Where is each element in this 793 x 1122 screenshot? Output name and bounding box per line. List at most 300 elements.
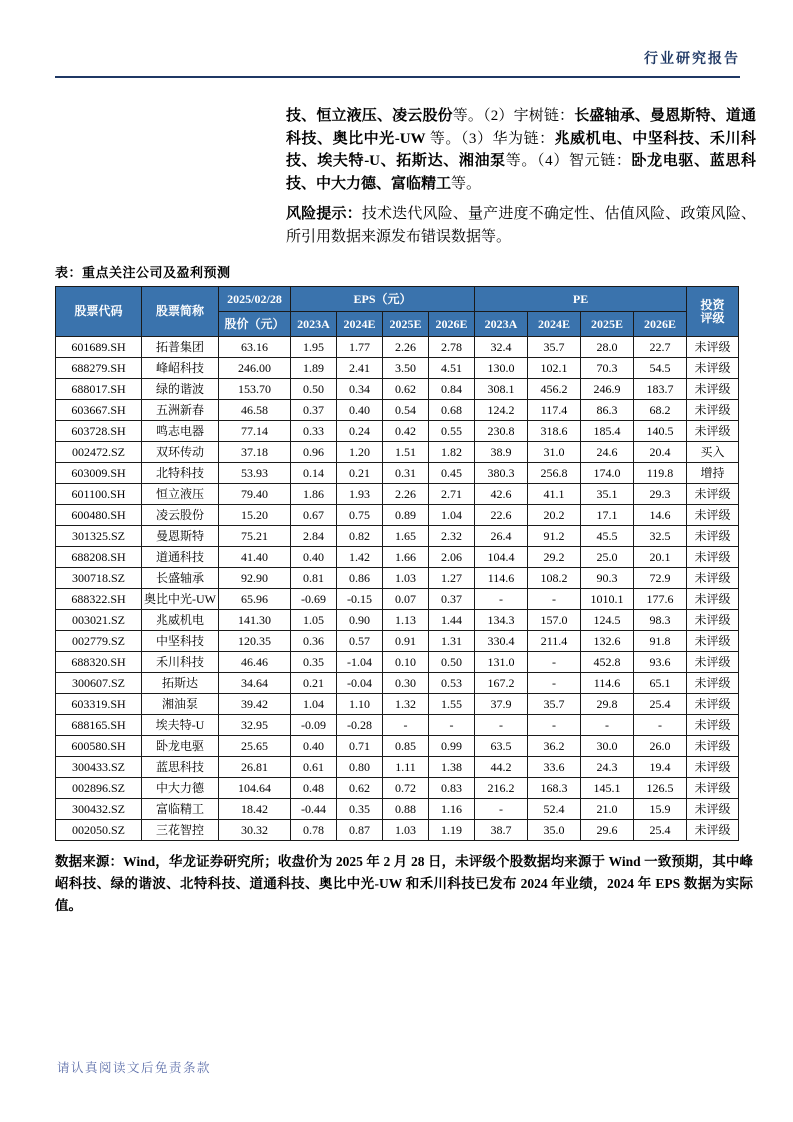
eps-2025e: 0.62: [383, 379, 429, 400]
rating: 未评级: [687, 568, 739, 589]
eps-2026e: 2.32: [429, 526, 475, 547]
pe-2023a: -: [475, 799, 528, 820]
stock-code: 600580.SH: [56, 736, 142, 757]
col-header-stock-name: 股票简称: [142, 287, 219, 337]
eps-2024e: 1.42: [337, 547, 383, 568]
stock-code: 688017.SH: [56, 379, 142, 400]
eps-2026e: 0.84: [429, 379, 475, 400]
eps-2025e: 1.32: [383, 694, 429, 715]
pe-2026e: 22.7: [634, 337, 687, 358]
stock-name: 禾川科技: [142, 652, 219, 673]
eps-2023a: 0.78: [291, 820, 337, 841]
stock-name: 兆威机电: [142, 610, 219, 631]
source-note: 数据来源：Wind，华龙证券研究所；收盘价为 2025 年 2 月 28 日，未评级个股数据均来源于 Wind 一致预期，其中峰岹科技、绿的谐波、北特科技、道通科技、奥比中光-UW 和禾川科技已发布 2024 年业绩，2024 年 EPS 数据为实际值。: [55, 854, 753, 913]
stock-name: 拓普集团: [142, 337, 219, 358]
table-row: [56, 715, 739, 736]
eps-2023a: 1.95: [291, 337, 337, 358]
pe-2023a: 44.2: [475, 757, 528, 778]
eps-2026e: 4.51: [429, 358, 475, 379]
table-row: [56, 337, 739, 358]
stock-code: 300433.SZ: [56, 757, 142, 778]
pe-2023a: 42.6: [475, 484, 528, 505]
report-type-label: 行业研究报告: [644, 52, 740, 67]
stock-code: 688320.SH: [56, 652, 142, 673]
price: 41.40: [219, 547, 291, 568]
pe-2024e: 91.2: [528, 526, 581, 547]
eps-2023a: 2.84: [291, 526, 337, 547]
eps-2024e: 0.40: [337, 400, 383, 421]
eps-2024e: 0.35: [337, 799, 383, 820]
stock-code: 601100.SH: [56, 484, 142, 505]
eps-2026e: 1.04: [429, 505, 475, 526]
eps-2025e: 1.03: [383, 568, 429, 589]
eps-2025e: 1.66: [383, 547, 429, 568]
eps-2023a: 0.50: [291, 379, 337, 400]
stock-name: 中大力德: [142, 778, 219, 799]
eps-2024e: 0.24: [337, 421, 383, 442]
pe-2024e: 168.3: [528, 778, 581, 799]
col-header-rating-line2: 评级: [700, 310, 725, 325]
pe-2023a: 38.9: [475, 442, 528, 463]
price: 26.81: [219, 757, 291, 778]
pe-2023a: 380.3: [475, 463, 528, 484]
pe-2025e: 21.0: [581, 799, 634, 820]
pe-2023a: 124.2: [475, 400, 528, 421]
pe-2024e: 36.2: [528, 736, 581, 757]
pe-2024e: 157.0: [528, 610, 581, 631]
stock-name: 曼恩斯特: [142, 526, 219, 547]
eps-2026e: 1.31: [429, 631, 475, 652]
pe-2025e: 132.6: [581, 631, 634, 652]
eps-2023a: -0.09: [291, 715, 337, 736]
text-segment: 等。（3）华为链：: [425, 130, 555, 147]
pe-2025e: 246.9: [581, 379, 634, 400]
text-segment: 等。（4）智元链：: [505, 153, 632, 169]
stock-code: 300432.SZ: [56, 799, 142, 820]
pe-2023a: 216.2: [475, 778, 528, 799]
eps-2024e: 0.90: [337, 610, 383, 631]
eps-2023a: 0.14: [291, 463, 337, 484]
pe-2026e: 119.8: [634, 463, 687, 484]
eps-2025e: 0.42: [383, 421, 429, 442]
stock-code: 002779.SZ: [56, 631, 142, 652]
eps-2023a: 0.96: [291, 442, 337, 463]
pe-2024e: 102.1: [528, 358, 581, 379]
pe-2024e: 35.7: [528, 694, 581, 715]
stock-name: 双环传动: [142, 442, 219, 463]
eps-2026e: 2.06: [429, 547, 475, 568]
eps-2025e: 0.88: [383, 799, 429, 820]
eps-2023a: 1.04: [291, 694, 337, 715]
pe-2026e: 140.5: [634, 421, 687, 442]
eps-2024e: -0.15: [337, 589, 383, 610]
price: 120.35: [219, 631, 291, 652]
table-row: [56, 505, 739, 526]
table-row: [56, 610, 739, 631]
pe-2024e: 31.0: [528, 442, 581, 463]
table-row: [56, 673, 739, 694]
risk-label: 风险提示：: [286, 206, 362, 222]
rating: 未评级: [687, 820, 739, 841]
pe-2025e: 35.1: [581, 484, 634, 505]
table-row: [56, 526, 739, 547]
price: 79.40: [219, 484, 291, 505]
eps-2026e: 0.45: [429, 463, 475, 484]
pe-2023a: 104.4: [475, 547, 528, 568]
rating: 未评级: [687, 610, 739, 631]
price: 104.64: [219, 778, 291, 799]
eps-2024e: 1.20: [337, 442, 383, 463]
pe-2026e: 177.6: [634, 589, 687, 610]
table-row: [56, 442, 739, 463]
pe-2024e: 35.0: [528, 820, 581, 841]
table-row: [56, 757, 739, 778]
text-segment: 卧龙电驱、蓝思科技、中大力德、富临精工: [286, 153, 756, 192]
stock-code: 600480.SH: [56, 505, 142, 526]
eps-2025e: 2.26: [383, 484, 429, 505]
pe-2024e: -: [528, 589, 581, 610]
pe-2023a: 308.1: [475, 379, 528, 400]
pe-2026e: 26.0: [634, 736, 687, 757]
eps-2026e: 1.27: [429, 568, 475, 589]
rating: 未评级: [687, 799, 739, 820]
table-row: [56, 379, 739, 400]
col-header-eps-2024e: 2024E: [337, 312, 383, 337]
pe-2024e: -: [528, 652, 581, 673]
col-header-pe-2025e: 2025E: [581, 312, 634, 337]
pe-2025e: 174.0: [581, 463, 634, 484]
eps-2024e: 0.87: [337, 820, 383, 841]
eps-2025e: 0.10: [383, 652, 429, 673]
text-segment: 技、恒立液压、凌云股份: [286, 108, 453, 124]
pe-2026e: -: [634, 715, 687, 736]
pe-2023a: 167.2: [475, 673, 528, 694]
pe-2024e: 211.4: [528, 631, 581, 652]
pe-2024e: -: [528, 715, 581, 736]
rating: 未评级: [687, 673, 739, 694]
eps-2024e: -1.04: [337, 652, 383, 673]
eps-2023a: 1.86: [291, 484, 337, 505]
risk-text: 技术迭代风险、量产进度不确定性、估值风险、政策风险、所引用数据来源发布错误数据等。: [286, 206, 756, 245]
pe-2023a: 32.4: [475, 337, 528, 358]
eps-2026e: 0.37: [429, 589, 475, 610]
pe-2025e: 124.5: [581, 610, 634, 631]
stock-code: 301325.SZ: [56, 526, 142, 547]
stock-code: 300718.SZ: [56, 568, 142, 589]
col-header-eps-group: EPS（元）: [291, 287, 475, 312]
stock-code: 603319.SH: [56, 694, 142, 715]
eps-2026e: 1.38: [429, 757, 475, 778]
eps-2026e: 1.19: [429, 820, 475, 841]
pe-2026e: 98.3: [634, 610, 687, 631]
pe-2023a: 37.9: [475, 694, 528, 715]
eps-2023a: 0.81: [291, 568, 337, 589]
stock-name: 北特科技: [142, 463, 219, 484]
table-row: [56, 568, 739, 589]
pe-2025e: -: [581, 715, 634, 736]
pe-2024e: 29.2: [528, 547, 581, 568]
stock-code: 603728.SH: [56, 421, 142, 442]
text-segment: 等。（2）宇树链：: [452, 108, 575, 124]
pe-2026e: 32.5: [634, 526, 687, 547]
table-row: [56, 631, 739, 652]
pe-2026e: 65.1: [634, 673, 687, 694]
pe-2026e: 68.2: [634, 400, 687, 421]
stock-name: 中坚科技: [142, 631, 219, 652]
eps-2026e: 1.16: [429, 799, 475, 820]
table-row: [56, 736, 739, 757]
pe-2023a: 38.7: [475, 820, 528, 841]
eps-2024e: 0.75: [337, 505, 383, 526]
pe-2023a: 130.0: [475, 358, 528, 379]
stock-name: 富临精工: [142, 799, 219, 820]
pe-2025e: 114.6: [581, 673, 634, 694]
pe-2025e: 28.0: [581, 337, 634, 358]
eps-2025e: 0.54: [383, 400, 429, 421]
rating: 未评级: [687, 589, 739, 610]
stock-code: 603667.SH: [56, 400, 142, 421]
stock-name: 拓斯达: [142, 673, 219, 694]
price: 39.42: [219, 694, 291, 715]
stock-code: 601689.SH: [56, 337, 142, 358]
price: 65.96: [219, 589, 291, 610]
eps-2023a: 0.61: [291, 757, 337, 778]
eps-2026e: 2.71: [429, 484, 475, 505]
price: 15.20: [219, 505, 291, 526]
eps-2023a: 0.36: [291, 631, 337, 652]
pe-2026e: 183.7: [634, 379, 687, 400]
eps-2023a: 0.21: [291, 673, 337, 694]
pe-2025e: 45.5: [581, 526, 634, 547]
pe-2025e: 90.3: [581, 568, 634, 589]
eps-2024e: 1.77: [337, 337, 383, 358]
pe-2025e: 185.4: [581, 421, 634, 442]
stock-name: 鸣志电器: [142, 421, 219, 442]
pe-2026e: 19.4: [634, 757, 687, 778]
rating: 未评级: [687, 715, 739, 736]
text-segment: 长盛轴承、曼恩斯特、道通科技、奥比中光-UW: [286, 108, 756, 147]
pe-2023a: 63.5: [475, 736, 528, 757]
eps-2025e: 3.50: [383, 358, 429, 379]
eps-2026e: 1.55: [429, 694, 475, 715]
table-row: [56, 589, 739, 610]
col-header-eps-2023a: 2023A: [291, 312, 337, 337]
pe-2024e: -: [528, 673, 581, 694]
stock-code: 003021.SZ: [56, 610, 142, 631]
table-row: [56, 694, 739, 715]
eps-2024e: 2.41: [337, 358, 383, 379]
stock-name: 三花智控: [142, 820, 219, 841]
eps-2023a: 0.40: [291, 547, 337, 568]
pe-2024e: 117.4: [528, 400, 581, 421]
price: 37.18: [219, 442, 291, 463]
eps-2025e: 1.51: [383, 442, 429, 463]
eps-2026e: 1.44: [429, 610, 475, 631]
eps-2025e: 0.07: [383, 589, 429, 610]
table-row: [56, 547, 739, 568]
stock-name: 卧龙电驱: [142, 736, 219, 757]
eps-2026e: -: [429, 715, 475, 736]
pe-2025e: 30.0: [581, 736, 634, 757]
pe-2023a: 230.8: [475, 421, 528, 442]
pe-2023a: 131.0: [475, 652, 528, 673]
table-row: [56, 652, 739, 673]
stock-name: 埃夫特-U: [142, 715, 219, 736]
stock-code: 300607.SZ: [56, 673, 142, 694]
col-header-pe-2024e: 2024E: [528, 312, 581, 337]
rating: 未评级: [687, 484, 739, 505]
pe-2026e: 25.4: [634, 694, 687, 715]
col-header-pe-2023a: 2023A: [475, 312, 528, 337]
price: 46.46: [219, 652, 291, 673]
eps-2025e: 2.26: [383, 337, 429, 358]
rating: 未评级: [687, 547, 739, 568]
pe-2026e: 91.8: [634, 631, 687, 652]
pe-2024e: 456.2: [528, 379, 581, 400]
eps-2025e: 0.30: [383, 673, 429, 694]
pe-2024e: 33.6: [528, 757, 581, 778]
price: 53.93: [219, 463, 291, 484]
pe-2025e: 1010.1: [581, 589, 634, 610]
col-header-eps-2025e: 2025E: [383, 312, 429, 337]
pe-2026e: 20.4: [634, 442, 687, 463]
price: 30.32: [219, 820, 291, 841]
text-segment: 兆威机电、中坚科技、禾川科技、埃夫特-U、拓斯达、湘油泵: [286, 130, 756, 169]
rating: 未评级: [687, 631, 739, 652]
table-row: [56, 463, 739, 484]
footer-disclaimer: 请认真阅读文后免责条款: [57, 1061, 212, 1075]
pe-2026e: 25.4: [634, 820, 687, 841]
eps-2024e: 0.86: [337, 568, 383, 589]
pe-2024e: 41.1: [528, 484, 581, 505]
rating: 未评级: [687, 778, 739, 799]
col-header-rating: [687, 287, 739, 337]
header-divider: [55, 76, 740, 78]
stock-name: 长盛轴承: [142, 568, 219, 589]
rating: 未评级: [687, 694, 739, 715]
eps-2025e: 1.13: [383, 610, 429, 631]
pe-2024e: 318.6: [528, 421, 581, 442]
pe-2025e: 70.3: [581, 358, 634, 379]
eps-2024e: 0.62: [337, 778, 383, 799]
table-row: [56, 778, 739, 799]
price: 77.14: [219, 421, 291, 442]
eps-2025e: 0.91: [383, 631, 429, 652]
pe-2024e: 256.8: [528, 463, 581, 484]
table-row: [56, 358, 739, 379]
pe-2025e: 29.8: [581, 694, 634, 715]
rating: 未评级: [687, 757, 739, 778]
eps-2024e: 1.93: [337, 484, 383, 505]
pe-2024e: 52.4: [528, 799, 581, 820]
eps-2024e: 0.71: [337, 736, 383, 757]
pe-2025e: 145.1: [581, 778, 634, 799]
eps-2025e: 1.11: [383, 757, 429, 778]
pe-2023a: 26.4: [475, 526, 528, 547]
pe-2026e: 20.1: [634, 547, 687, 568]
eps-2023a: -0.69: [291, 589, 337, 610]
rating: 未评级: [687, 400, 739, 421]
pe-2025e: 25.0: [581, 547, 634, 568]
stock-name: 蓝思科技: [142, 757, 219, 778]
eps-2023a: 1.05: [291, 610, 337, 631]
stock-name: 五洲新春: [142, 400, 219, 421]
pe-2023a: -: [475, 589, 528, 610]
stock-table-head: [56, 287, 739, 337]
eps-2024e: 0.82: [337, 526, 383, 547]
eps-2023a: 0.33: [291, 421, 337, 442]
pe-2026e: 72.9: [634, 568, 687, 589]
pe-2026e: 15.9: [634, 799, 687, 820]
stock-code: 603009.SH: [56, 463, 142, 484]
stock-code: 002472.SZ: [56, 442, 142, 463]
eps-2023a: 0.40: [291, 736, 337, 757]
pe-2024e: 108.2: [528, 568, 581, 589]
rating: 买入: [687, 442, 739, 463]
eps-2024e: -0.28: [337, 715, 383, 736]
col-header-rating-line1: 投资: [700, 297, 725, 312]
col-header-price-date: 2025/02/28: [219, 287, 291, 312]
stock-name: 绿的谐波: [142, 379, 219, 400]
price: 46.58: [219, 400, 291, 421]
stock-name: 湘油泵: [142, 694, 219, 715]
price: 246.00: [219, 358, 291, 379]
table-header-row-1: [56, 287, 739, 312]
pe-2024e: 20.2: [528, 505, 581, 526]
summary-paragraph: [286, 105, 756, 195]
stock-table-body: [56, 337, 739, 841]
pe-2025e: 29.6: [581, 820, 634, 841]
table-row: [56, 484, 739, 505]
eps-2025e: 0.89: [383, 505, 429, 526]
eps-2024e: 1.10: [337, 694, 383, 715]
price: 32.95: [219, 715, 291, 736]
pe-2023a: 114.6: [475, 568, 528, 589]
col-header-stock-code: 股票代码: [56, 287, 142, 337]
price: 92.90: [219, 568, 291, 589]
pe-2023a: 330.4: [475, 631, 528, 652]
eps-2026e: 1.82: [429, 442, 475, 463]
col-header-pe-group: PE: [475, 287, 687, 312]
rating: 未评级: [687, 337, 739, 358]
eps-2025e: 0.72: [383, 778, 429, 799]
rating: 未评级: [687, 379, 739, 400]
price: 75.21: [219, 526, 291, 547]
eps-2026e: 0.68: [429, 400, 475, 421]
pe-2026e: 93.6: [634, 652, 687, 673]
eps-2026e: 0.50: [429, 652, 475, 673]
table-row: [56, 421, 739, 442]
stock-code: 688322.SH: [56, 589, 142, 610]
stock-table: [55, 286, 739, 841]
pe-2025e: 17.1: [581, 505, 634, 526]
col-header-price-label: 股价（元）: [219, 312, 291, 337]
pe-2026e: 29.3: [634, 484, 687, 505]
eps-2026e: 2.78: [429, 337, 475, 358]
pe-2026e: 126.5: [634, 778, 687, 799]
eps-2026e: 0.53: [429, 673, 475, 694]
pe-2024e: 35.7: [528, 337, 581, 358]
pe-2026e: 14.6: [634, 505, 687, 526]
stock-name: 凌云股份: [142, 505, 219, 526]
table-row: [56, 400, 739, 421]
rating: 未评级: [687, 358, 739, 379]
stock-code: 002896.SZ: [56, 778, 142, 799]
eps-2025e: 1.03: [383, 820, 429, 841]
eps-2026e: 0.99: [429, 736, 475, 757]
pe-2025e: 452.8: [581, 652, 634, 673]
eps-2024e: -0.04: [337, 673, 383, 694]
